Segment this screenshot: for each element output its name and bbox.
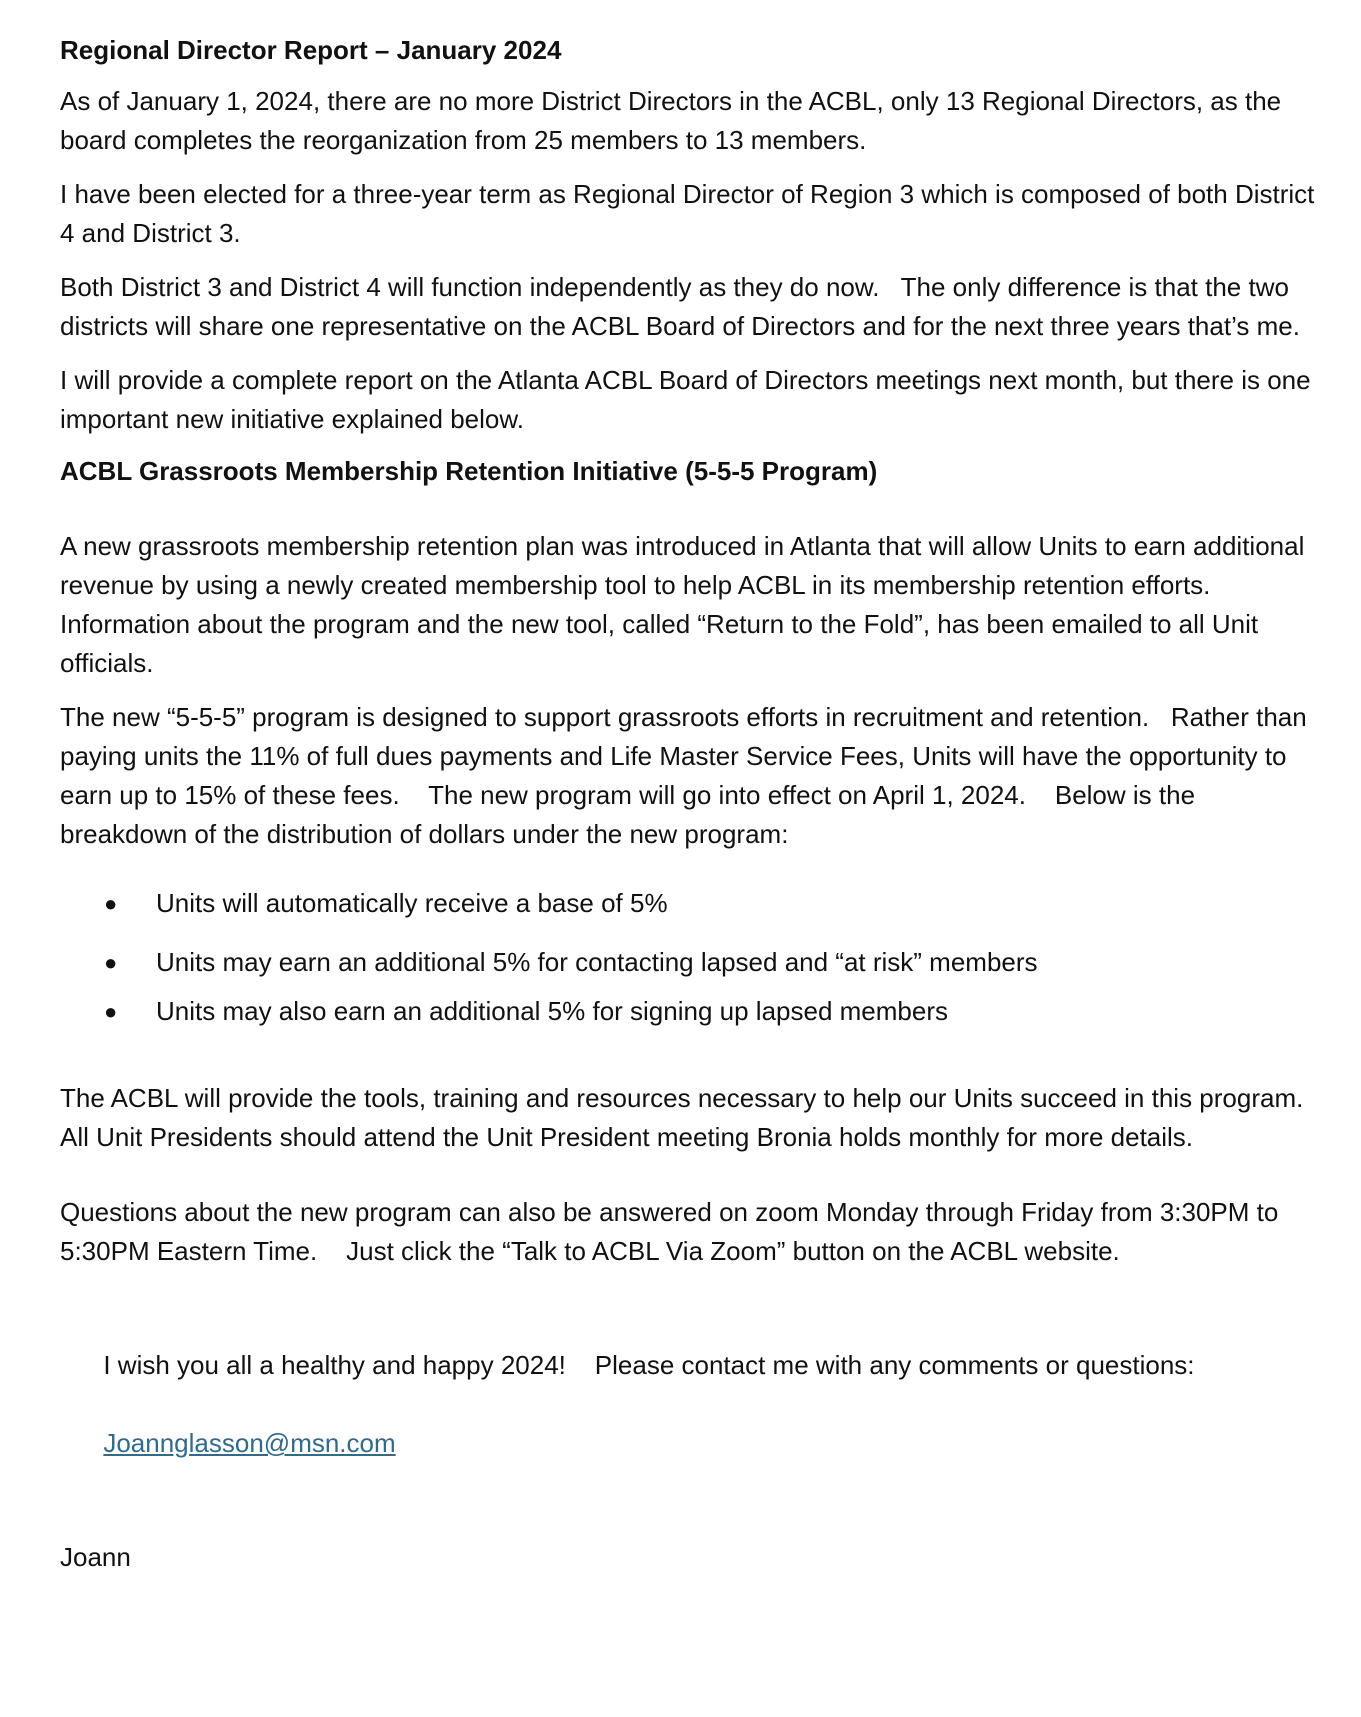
intro-paragraph-4: I will provide a complete report on the Atlanta ACBL Board of Directors meetings next month, but there is one important new initiative explained below. [60, 365, 1318, 434]
list-item-text: Units will automatically receive a base of 5% [156, 888, 668, 918]
intro-paragraph-3: Both District 3 and District 4 will function independently as they do now. The only difference is that the two districts will share one representative on the ACBL Board of Directors and for the next three years that’s me. [60, 272, 1300, 341]
list-item-text: Units may also earn an additional 5% for signing up lapsed members [156, 996, 948, 1026]
bullet-icon: ● [104, 891, 118, 916]
contact-text: I wish you all a healthy and happy 2024! Please contact me with any comments or questions: [103, 1350, 1195, 1380]
section-heading: ACBL Grassroots Membership Retention Initiative (5-5-5 Program) [60, 456, 878, 486]
closing-paragraph-2: Questions about the new program can also be answered on zoom Monday through Friday from 3:30PM to 5:30PM Eastern Time. Just click the “Talk to ACBL Via Zoom” button on the ACBL website. [60, 1197, 1286, 1266]
list-item [60, 992, 1320, 1031]
bullet-icon: ● [104, 999, 118, 1024]
program-paragraph-1: A new grassroots membership retention plan was introduced in Atlanta that will allow Units to earn additional revenue by using a newly created membership tool to help ACBL in its membership retention efforts. Information about the program and the new tool, called “Return to the Fold”, has been emailed to all Unit officials. [60, 531, 1312, 678]
list-item [60, 884, 1320, 923]
signature: Joann [60, 1542, 131, 1572]
list-item [60, 943, 1320, 982]
report-title: Regional Director Report – January 2024 [60, 35, 562, 65]
list-item-text: Units may earn an additional 5% for contacting lapsed and “at risk” members [156, 947, 1038, 977]
intro-paragraph-1: As of January 1, 2024, there are no more District Directors in the ACBL, only 13 Regional Directors, as the board completes the reorganization from 25 members to 13 members. [60, 86, 1289, 155]
closing-paragraph-1: The ACBL will provide the tools, training and resources necessary to help our Units succeed in this program. All Unit Presidents should attend the Unit President meeting Bronia holds monthly for more details. [60, 1083, 1324, 1152]
breakdown-list [60, 884, 1320, 1031]
intro-paragraph-2: I have been elected for a three-year term as Regional Director of Region 3 which is composed of both District 4 and District 3. [60, 179, 1322, 248]
report-body [60, 30, 1324, 1577]
bullet-icon: ● [104, 950, 118, 975]
email-link[interactable]: Joannglasson@msn.com [103, 1428, 396, 1458]
contact-paragraph [60, 1307, 1320, 1502]
program-paragraph-2: The new “5-5-5” program is designed to support grassroots efforts in recruitment and retention. Rather than paying units the 11% of full dues payments and Life Master Service Fees, Units will have the opportunity to earn up to 15% of these fees. The new program will go into effect on April 1, 2024. Below is the breakdown of the distribution of dollars under the new program: [60, 702, 1314, 849]
